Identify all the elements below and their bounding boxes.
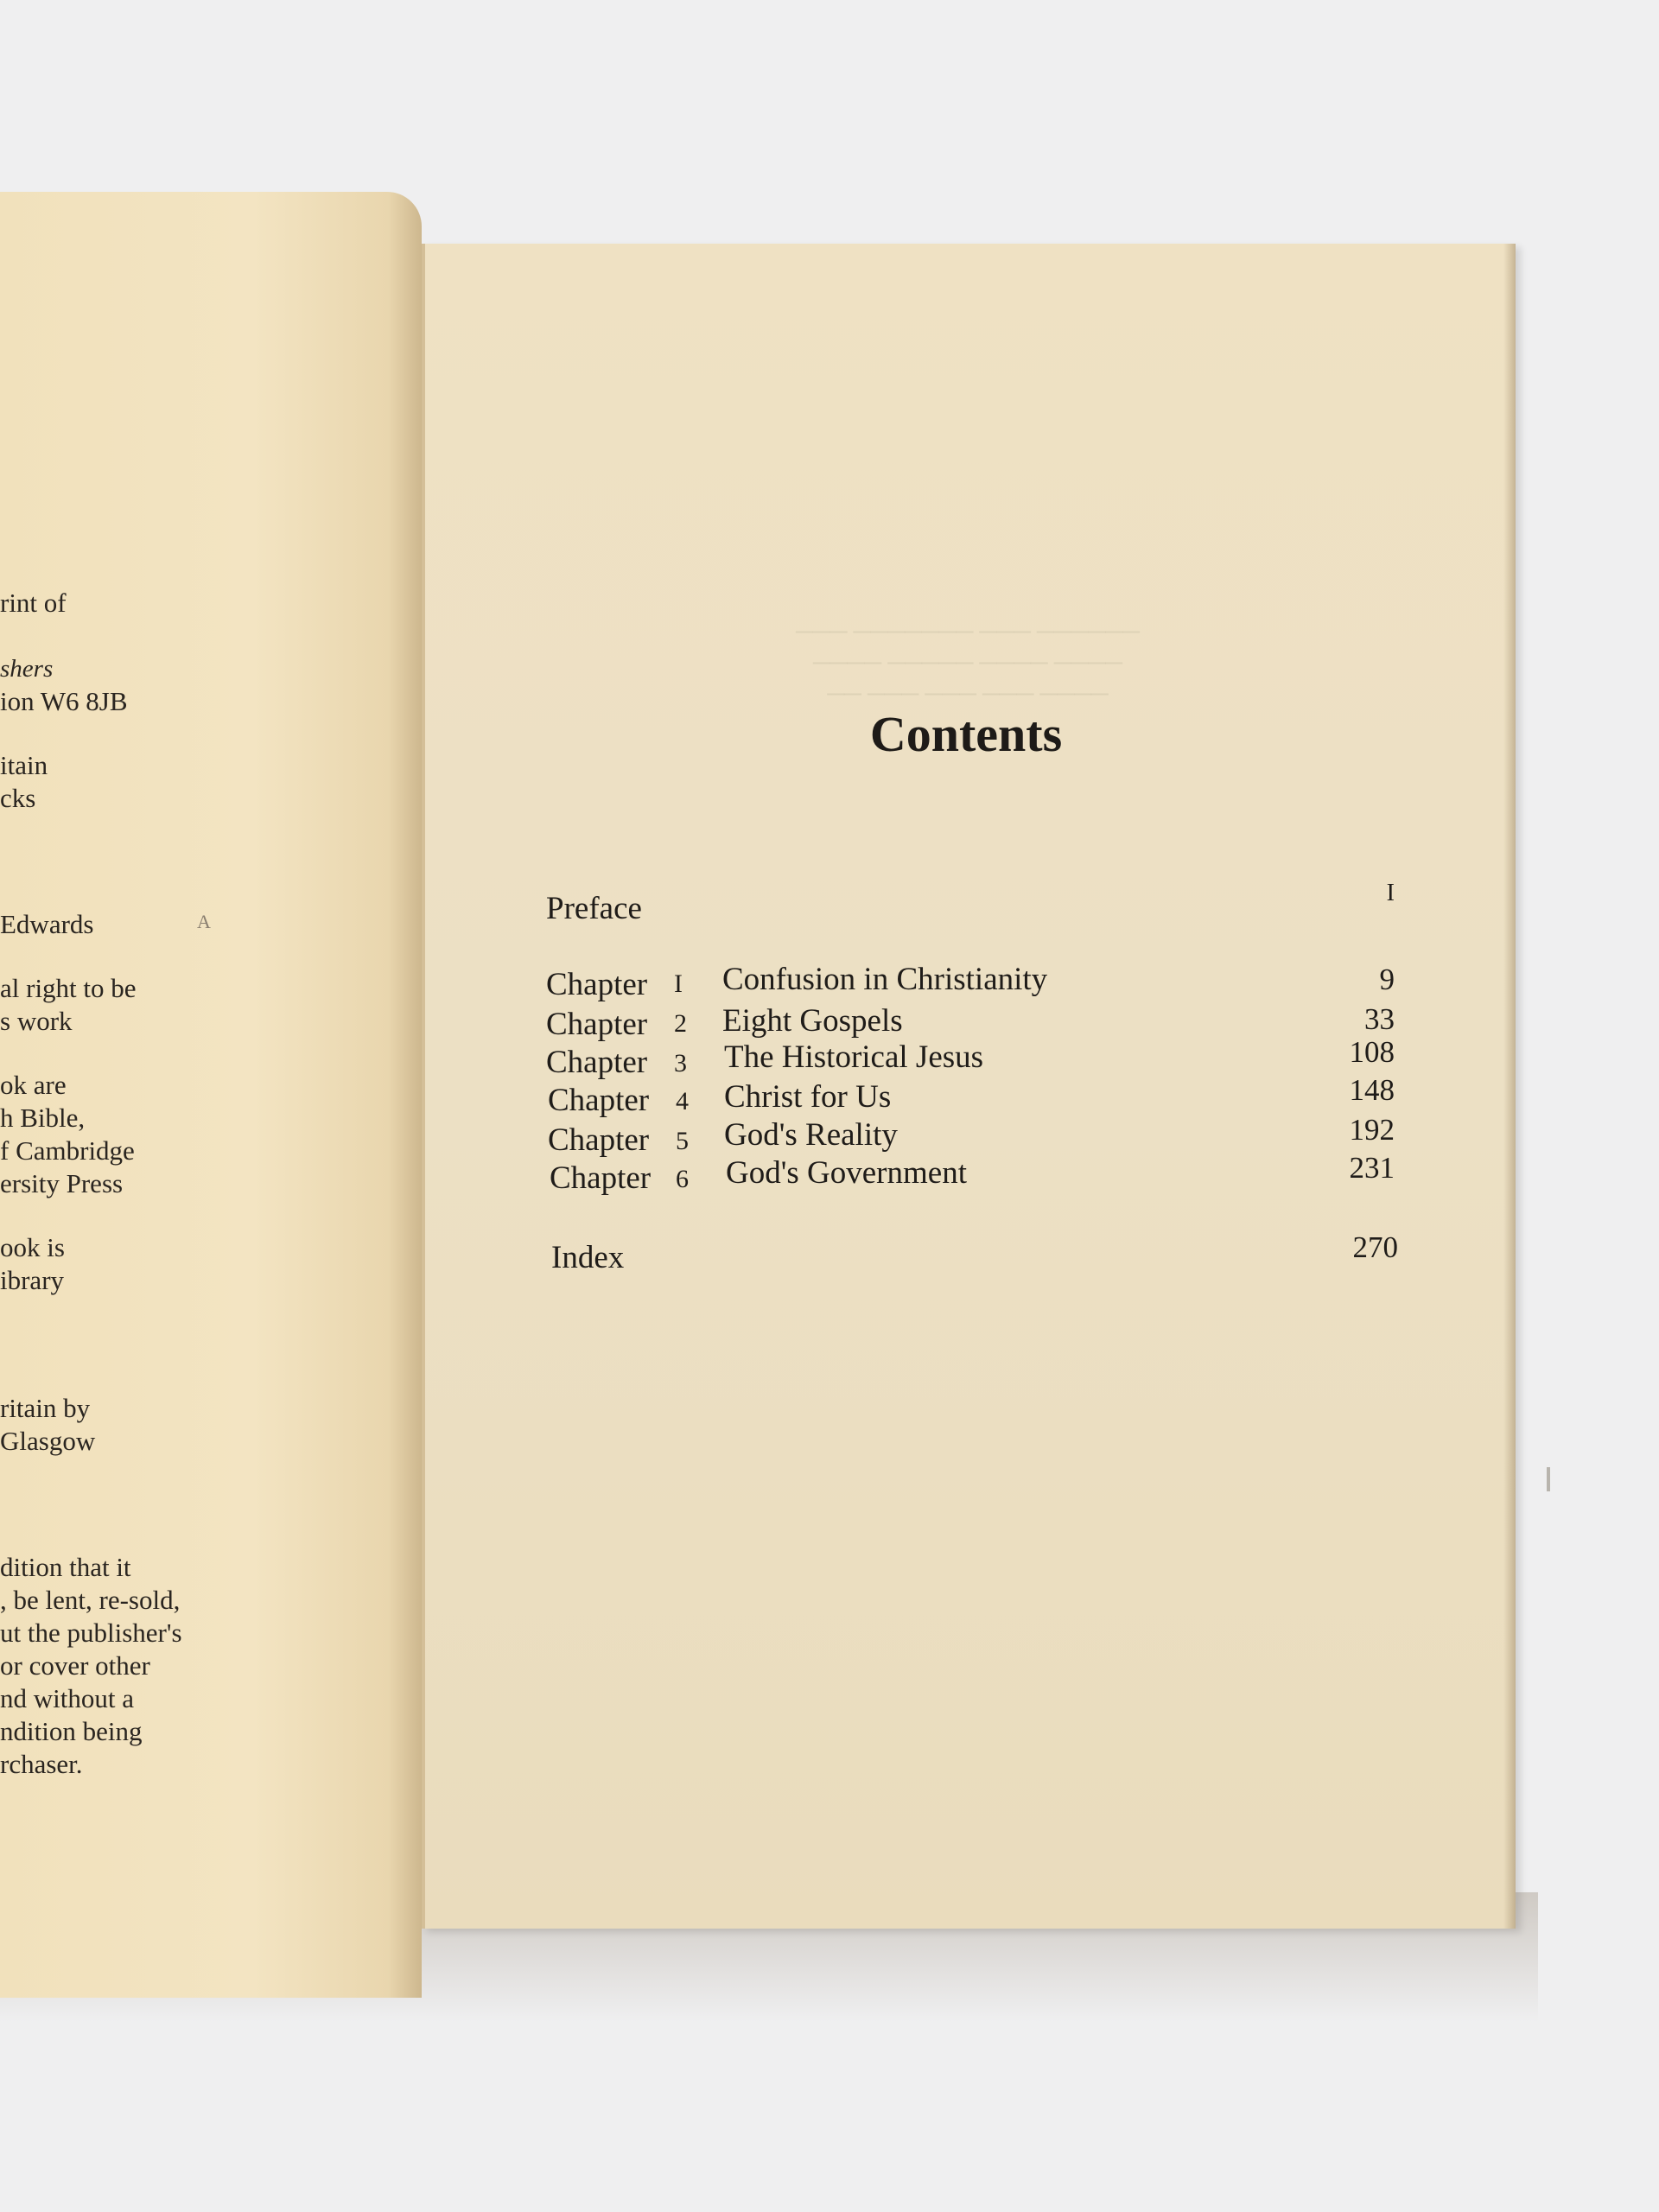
left-line-12: ersity Press — [0, 1168, 124, 1198]
left-line-14: ibrary — [0, 1265, 65, 1295]
background-mark — [1547, 1467, 1550, 1491]
left-line-3: ion W6 8JB — [0, 686, 128, 716]
left-line-15: ritain by — [0, 1393, 91, 1423]
left-line-5: cks — [0, 783, 36, 813]
chapter-number: 4 — [676, 1087, 689, 1116]
left-page — [0, 192, 422, 1998]
left-line-13: ook is — [0, 1232, 65, 1262]
left-line-23: rchaser. — [0, 1749, 83, 1779]
chapter-title: The Historical Jesus — [724, 1039, 984, 1075]
left-line-17: dition that it — [0, 1552, 131, 1582]
chapter-title: God's Government — [726, 1155, 967, 1191]
left-line-8: s work — [0, 1006, 73, 1036]
chapter-page: 231 — [1349, 1151, 1395, 1185]
chapter-title: Christ for Us — [724, 1079, 892, 1115]
show-through-text: ─── ─────── ─── ────── ──── ───── ──── ──── ── ─── ─── ─── ──── — [796, 619, 1140, 708]
left-line-4: itain — [0, 750, 48, 780]
chapter-title: Eight Gospels — [722, 1003, 903, 1039]
chapter-number: 5 — [676, 1127, 689, 1155]
chapter-label: Chapter — [548, 1083, 650, 1118]
chapter-number: I — [674, 969, 683, 998]
chapter-number: 6 — [676, 1165, 689, 1193]
left-line-22: ndition being — [0, 1716, 143, 1746]
chapter-title: Confusion in Christianity — [722, 962, 1048, 997]
stray-mark: A — [197, 911, 211, 932]
left-line-1: rint of — [0, 588, 67, 618]
chapter-page: 108 — [1349, 1035, 1395, 1069]
left-line-6: Edwards — [0, 909, 94, 939]
preface-label: Preface — [546, 891, 642, 926]
chapter-page: 148 — [1349, 1073, 1395, 1107]
left-line-2: shers — [0, 655, 54, 683]
left-line-11: f Cambridge — [0, 1135, 135, 1166]
chapter-number: 2 — [674, 1009, 687, 1038]
chapter-label: Chapter — [546, 1007, 648, 1042]
left-line-7: al right to be — [0, 973, 137, 1003]
chapter-label: Chapter — [548, 1122, 650, 1158]
index-label: Index — [551, 1240, 625, 1275]
preface-page: I — [1386, 880, 1395, 906]
chapter-page: 9 — [1379, 963, 1395, 996]
left-line-18: , be lent, re-sold, — [0, 1585, 181, 1615]
left-line-21: nd without a — [0, 1683, 134, 1713]
chapter-label: Chapter — [546, 1045, 648, 1080]
left-line-19: ut the publisher's — [0, 1618, 182, 1648]
left-line-9: ok are — [0, 1070, 67, 1100]
left-line-20: or cover other — [0, 1650, 150, 1681]
page-title: Contents — [869, 706, 1063, 762]
index-page: 270 — [1352, 1230, 1398, 1264]
chapter-number: 3 — [674, 1049, 687, 1077]
chapter-label: Chapter — [550, 1160, 652, 1196]
left-line-16: Glasgow — [0, 1426, 96, 1456]
chapter-label: Chapter — [546, 967, 648, 1002]
left-line-10: h Bible, — [0, 1103, 86, 1133]
chapter-page: 192 — [1349, 1113, 1395, 1147]
chapter-title: God's Reality — [724, 1117, 898, 1153]
chapter-page: 33 — [1364, 1002, 1395, 1036]
